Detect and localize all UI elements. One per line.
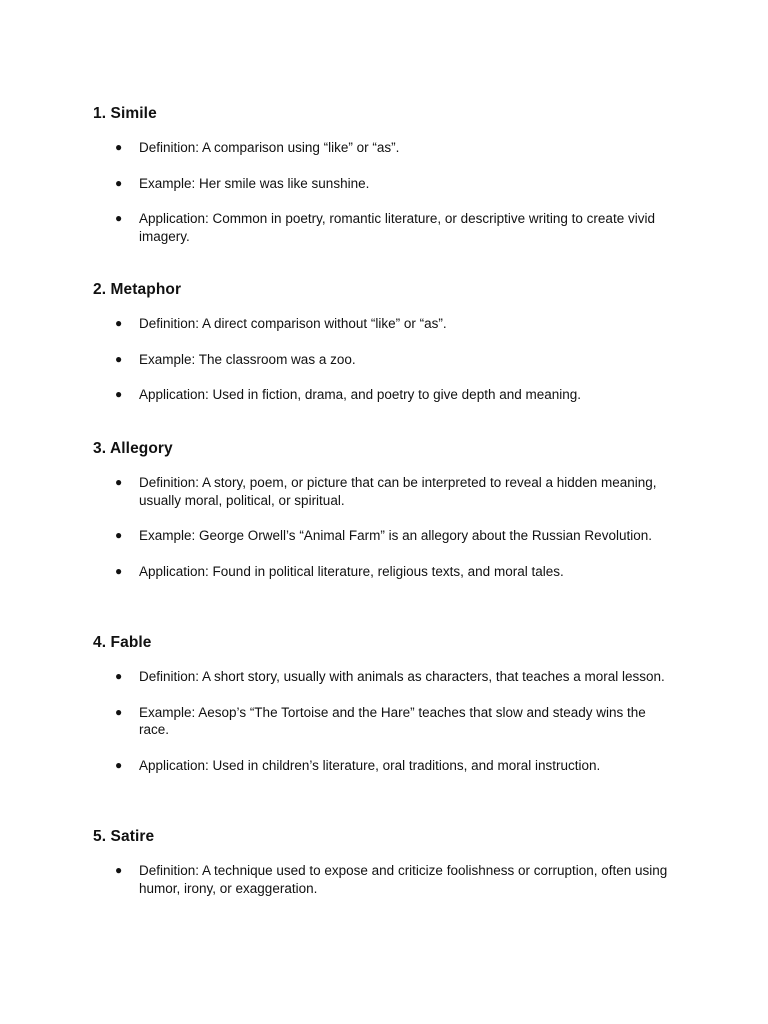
bullet-icon: ● <box>115 140 123 154</box>
bullet-icon: ● <box>115 211 123 225</box>
section-heading: 2. Metaphor <box>93 281 182 298</box>
bullet-icon: ● <box>115 863 123 877</box>
bullet-list <box>93 315 693 404</box>
bullet-icon: ● <box>115 475 123 489</box>
bullet-icon: ● <box>115 757 123 772</box>
list-item <box>93 210 679 245</box>
list-item <box>93 474 679 509</box>
section-satire <box>93 827 693 897</box>
bullet-icon: ● <box>115 528 123 542</box>
bullet-list <box>93 862 693 897</box>
list-item <box>93 175 679 193</box>
section-heading: 5. Satire <box>93 828 155 845</box>
item-text: Definition: A comparison using “like” or “as”. <box>139 140 400 155</box>
item-text: Definition: A technique used to expose and criticize foolishness or corruption, often using humor, irony, or exaggeration. <box>139 863 668 896</box>
item-text: Example: Her smile was like sunshine. <box>139 175 370 191</box>
list-item <box>93 386 679 404</box>
section-metaphor <box>93 280 693 404</box>
item-text: Definition: A story, poem, or picture that can be interpreted to reveal a hidden meaning, usually moral, political, or spiritual. <box>139 475 657 508</box>
list-item <box>93 862 679 897</box>
section-heading: 1. Simile <box>93 105 157 122</box>
item-text: Definition: A short story, usually with animals as characters, that teaches a moral lesson. <box>139 669 665 684</box>
list-item <box>93 668 679 686</box>
list-item <box>93 139 679 157</box>
list-item <box>93 351 679 369</box>
item-text: Application: Used in children’s literature, oral traditions, and moral instruction. <box>139 757 601 773</box>
bullet-icon: ● <box>115 351 123 366</box>
list-item <box>93 704 679 739</box>
list-item <box>93 527 679 545</box>
bullet-list <box>93 139 693 245</box>
section-allegory <box>93 439 693 580</box>
section-heading: 4. Fable <box>93 634 152 651</box>
item-text: Example: George Orwell’s “Animal Farm” is an allegory about the Russian Revolution. <box>139 528 652 543</box>
section-fable <box>93 633 693 774</box>
bullet-list <box>93 474 693 580</box>
bullet-icon: ● <box>115 704 123 719</box>
item-text: Application: Common in poetry, romantic literature, or descriptive writing to create vivid imagery. <box>139 211 655 244</box>
bullet-list <box>93 668 693 774</box>
item-text: Definition: A direct comparison without “like” or “as”. <box>139 316 447 331</box>
item-text: Application: Used in fiction, drama, and poetry to give depth and meaning. <box>139 387 582 402</box>
list-item <box>93 315 679 333</box>
section-simile <box>93 104 693 245</box>
item-text: Example: Aesop’s “The Tortoise and the Hare” teaches that slow and steady wins the race. <box>139 704 646 737</box>
bullet-icon: ● <box>115 175 123 190</box>
list-item <box>93 563 679 581</box>
item-text: Application: Found in political literature, religious texts, and moral tales. <box>139 563 564 579</box>
bullet-icon: ● <box>115 387 123 401</box>
bullet-icon: ● <box>115 563 123 578</box>
item-text: Example: The classroom was a zoo. <box>139 351 356 367</box>
bullet-icon: ● <box>115 316 123 330</box>
bullet-icon: ● <box>115 669 123 683</box>
list-item <box>93 757 679 775</box>
section-heading: 3. Allegory <box>93 440 173 457</box>
